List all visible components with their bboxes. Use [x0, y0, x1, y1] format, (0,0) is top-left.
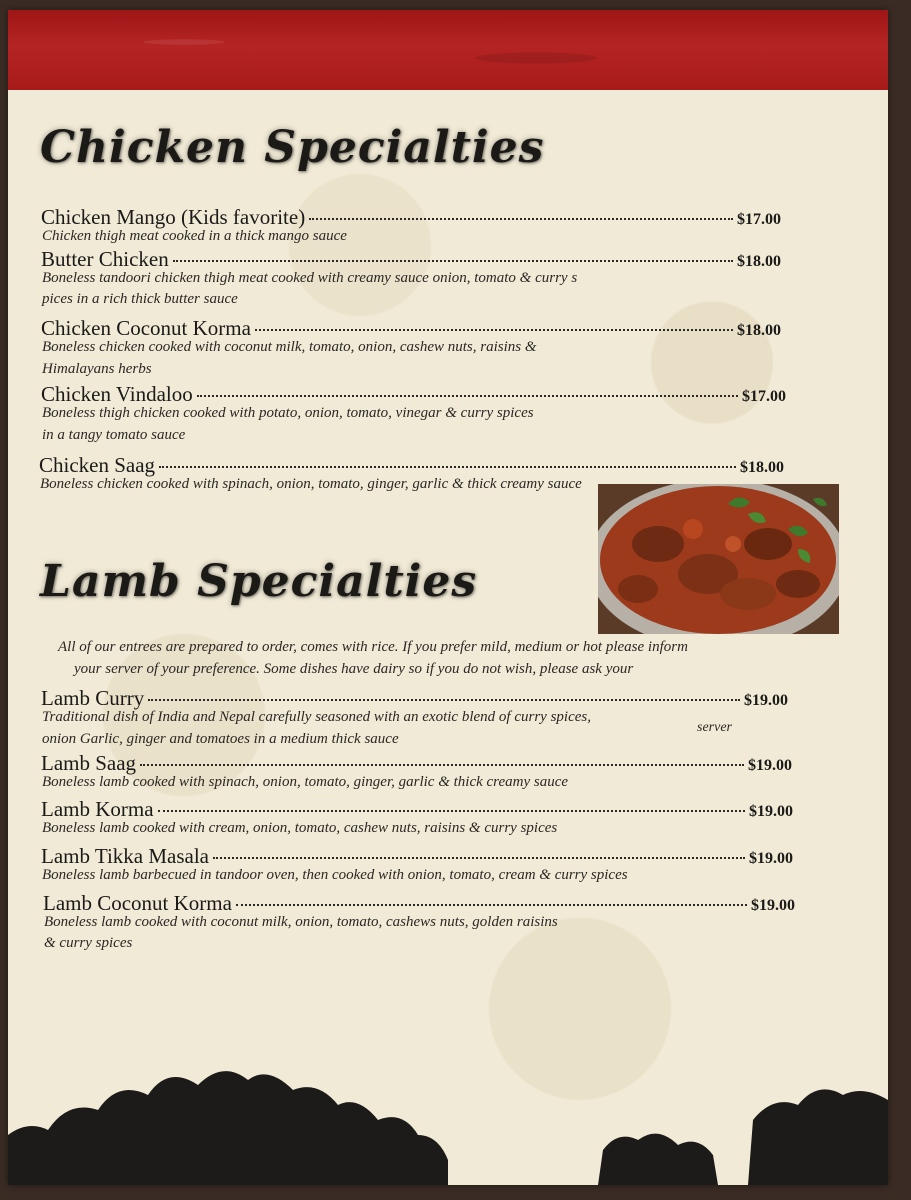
- item-description: Boneless tandoori chicken thigh meat cooked with creamy sauce onion, tomato & curry s: [42, 270, 578, 286]
- menu-page: [8, 10, 888, 1185]
- item-description: in a tangy tomato sauce: [42, 427, 186, 443]
- item-description: Boneless chicken cooked with spinach, onion, tomato, ginger, garlic & thick creamy sauce: [40, 476, 582, 492]
- item-description: Boneless lamb barbecued in tandoor oven, then cooked with onion, tomato, cream & curry spices: [42, 867, 628, 883]
- leader-dots: [158, 810, 745, 812]
- item-description: & curry spices: [44, 935, 133, 951]
- item-description: pices in a rich thick butter sauce: [42, 291, 238, 307]
- item-name: Lamb Saag: [41, 751, 137, 775]
- item-description: Boneless chicken cooked with coconut milk, tomato, onion, cashew nuts, raisins &: [42, 339, 537, 355]
- leader-dots: [255, 329, 733, 331]
- item-description: Boneless lamb cooked with cream, onion, tomato, cashew nuts, raisins & curry spices: [42, 820, 558, 836]
- lamb-section-title: Lamb Specialties: [40, 556, 478, 607]
- item-name: Chicken Mango (Kids favorite): [41, 205, 306, 229]
- item-name: Lamb Coconut Korma: [43, 891, 232, 915]
- curry-dish-photo: [598, 484, 839, 634]
- item-price: $17.00: [742, 388, 786, 405]
- item-description: Himalayans herbs: [42, 361, 152, 377]
- item-price: $18.00: [737, 253, 781, 270]
- chicken-section-title: Chicken Specialties: [40, 122, 545, 173]
- item-price: $19.00: [748, 757, 792, 774]
- item-description: Boneless thigh chicken cooked with potato, onion, tomato, vinegar & curry spices: [42, 405, 534, 421]
- leader-dots: [236, 904, 747, 906]
- foliage-silhouette-icon: [8, 1040, 888, 1185]
- item-price: $19.00: [751, 897, 795, 914]
- leader-dots: [159, 466, 736, 468]
- item-price: $18.00: [740, 459, 784, 476]
- item-description: Boneless lamb cooked with coconut milk, onion, tomato, cashews nuts, golden raisins: [44, 914, 558, 930]
- item-price: $19.00: [749, 850, 793, 867]
- leader-dots: [173, 260, 733, 262]
- item-name: Butter Chicken: [41, 247, 169, 271]
- item-description: Boneless lamb cooked with spinach, onion, tomato, ginger, garlic & thick creamy sauce: [42, 774, 569, 790]
- item-price: $19.00: [749, 803, 793, 820]
- leader-dots: [213, 857, 745, 859]
- red-header-band: [8, 10, 888, 90]
- item-name: Chicken Vindaloo: [41, 382, 193, 406]
- order-note-line: server: [697, 720, 732, 735]
- leader-dots: [197, 395, 738, 397]
- item-name: Lamb Curry: [41, 686, 145, 710]
- item-name: Chicken Coconut Korma: [41, 316, 251, 340]
- item-name: Chicken Saag: [39, 453, 156, 477]
- item-description: Chicken thigh meat cooked in a thick mango sauce: [42, 228, 347, 244]
- item-name: Lamb Korma: [41, 797, 154, 821]
- order-note-line: your server of your preference. Some dishes have dairy so if you do not wish, please ask your: [74, 661, 634, 677]
- curry-bowl-icon: [598, 484, 839, 634]
- item-price: $18.00: [737, 322, 781, 339]
- order-note-line: All of our entrees are prepared to order, comes with rice. If you prefer mild, medium or hot please inform: [58, 639, 688, 655]
- item-name: Lamb Tikka Masala: [41, 844, 209, 868]
- item-price: $17.00: [737, 211, 781, 228]
- item-description: onion Garlic, ginger and tomatoes in a medium thick sauce: [42, 731, 399, 747]
- leader-dots: [148, 699, 740, 701]
- item-price: $19.00: [744, 692, 788, 709]
- leader-dots: [309, 218, 733, 220]
- leader-dots: [140, 764, 744, 766]
- item-description: Traditional dish of India and Nepal carefully seasoned with an exotic blend of curry spices,: [42, 709, 591, 725]
